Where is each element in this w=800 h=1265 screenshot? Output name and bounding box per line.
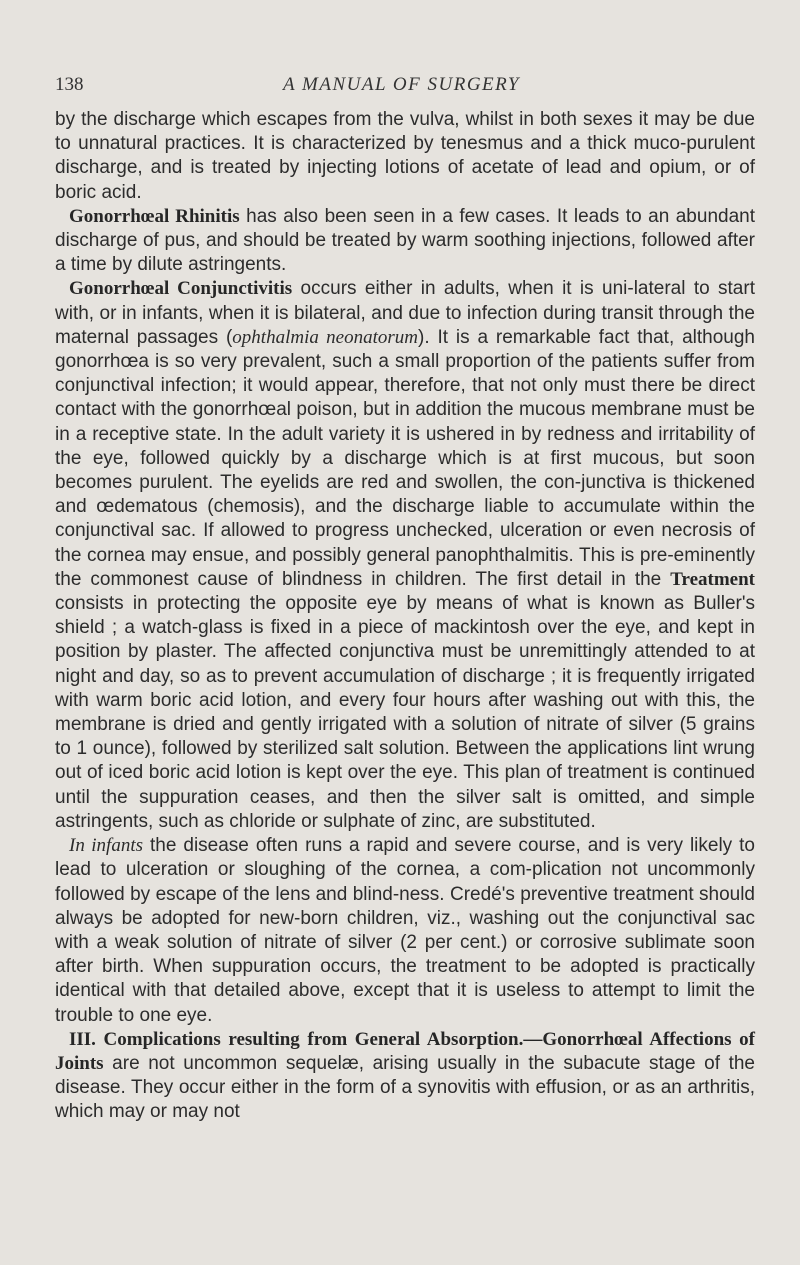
page-number: 138 xyxy=(55,74,84,95)
inline-heading-treatment: Treatment xyxy=(670,568,755,590)
paragraph-text: consists in protecting the opposite eye by means of what is known as Buller's shield ; a watch-glass is fixed in a piece of mackintosh over the eye, and kept in position by plaster. The affected conjunctiva must be unremittingly attended to at night and day, so as to prevent accumulation of discharge ; it is frequently irrigated with warm boric acid lotion, and every four hours after washing out with this, the membrane is dried and gently irrigated with a solution of nitrate of silver (5 grains to 1 ounce), followed by sterilized salt solution. Between the applications lint wrung out of iced boric acid lotion is kept over the eye. This plan of treatment is continued until the suppuration ceases, and then the silver salt is omitted, and simple astringents, such as chloride or sulphate of zinc, are substituted. xyxy=(55,593,755,832)
paragraph-continuation xyxy=(55,108,755,205)
body-text xyxy=(55,108,755,1125)
paragraph-text: occurs either in adults, when it is uni-lateral to start with, or in infants, when it is bilateral, and due to infection during transit through the maternal passages ( xyxy=(55,278,755,348)
italic-lead-infants: In infants xyxy=(69,835,144,857)
section-heading-complications: III. Complications resulting from General Absorption.—Gonorrhœal Affections of Joints xyxy=(55,1028,755,1074)
paragraph-complications xyxy=(55,1028,755,1125)
paragraph-infants xyxy=(55,834,755,1028)
italic-term: ophthalmia neonatorum xyxy=(232,326,419,348)
running-title: A MANUAL OF SURGERY xyxy=(283,74,520,95)
paragraph-text: are not uncommon sequelæ, arising usually in the subacute stage of the disease. They occur either in the form of a synovitis with effusion, or as an arthritis, which may or may not xyxy=(55,1052,755,1123)
paragraph-text: by the discharge which escapes from the vulva, whilst in both sexes it may be due to unnatural practices. It is characterized by tenesmus and a thick muco-purulent discharge, and is treated by injecting lotions of acetate of lead and opium, or of boric acid. xyxy=(55,109,755,203)
section-heading-rhinitis: Gonorrhœal Rhinitis xyxy=(69,205,240,227)
section-heading-conjunctivitis: Gonorrhœal Conjunctivitis xyxy=(69,278,293,300)
paragraph-conjunctivitis xyxy=(55,277,755,834)
paragraph-text: ). It is a remarkable fact that, although gonorrhœa is so very prevalent, such a small proportion of the patients suffer from conjunctival infection; it would appear, therefore, that not only must there be direct contact with the gonorrhœal poison, but in addition the mucous membrane must be in a receptive state. In the adult variety it is ushered in by redness and irritability of the eye, followed quickly by a discharge which is at first mucous, but soon becomes purulent. The eyelids are red and swollen, the con-junctiva is thickened and œdematous (chemosis), and the discharge liable to accumulate within the conjunctival sac. If allowed to progress unchecked, ulceration or even necrosis of the cornea may ensue, and possibly general panophthalmitis. This is pre-eminently the commonest cause of blindness in children. The first detail in the xyxy=(55,326,755,590)
running-head xyxy=(55,74,755,98)
paragraph-text: has also been seen in a few cases. It leads to an abundant discharge of pus, and should be treated by warm soothing injections, followed after a time by dilute astringents. xyxy=(55,205,755,276)
paragraph-rhinitis xyxy=(55,205,755,278)
paragraph-text: the disease often runs a rapid and severe course, and is very likely to lead to ulceration or sloughing of the cornea, a com-plication not uncommonly followed by escape of the lens and blind-ness. Credé's preventive treatment should always be adopted for new-born children, viz., washing out the conjunctival sac with a weak solution of nitrate of silver (2 per cent.) or corrosive sublimate soon after birth. When suppuration occurs, the treatment to be adopted is practically identical with that detailed above, except that it is useless to attempt to limit the trouble to one eye. xyxy=(55,835,755,1026)
